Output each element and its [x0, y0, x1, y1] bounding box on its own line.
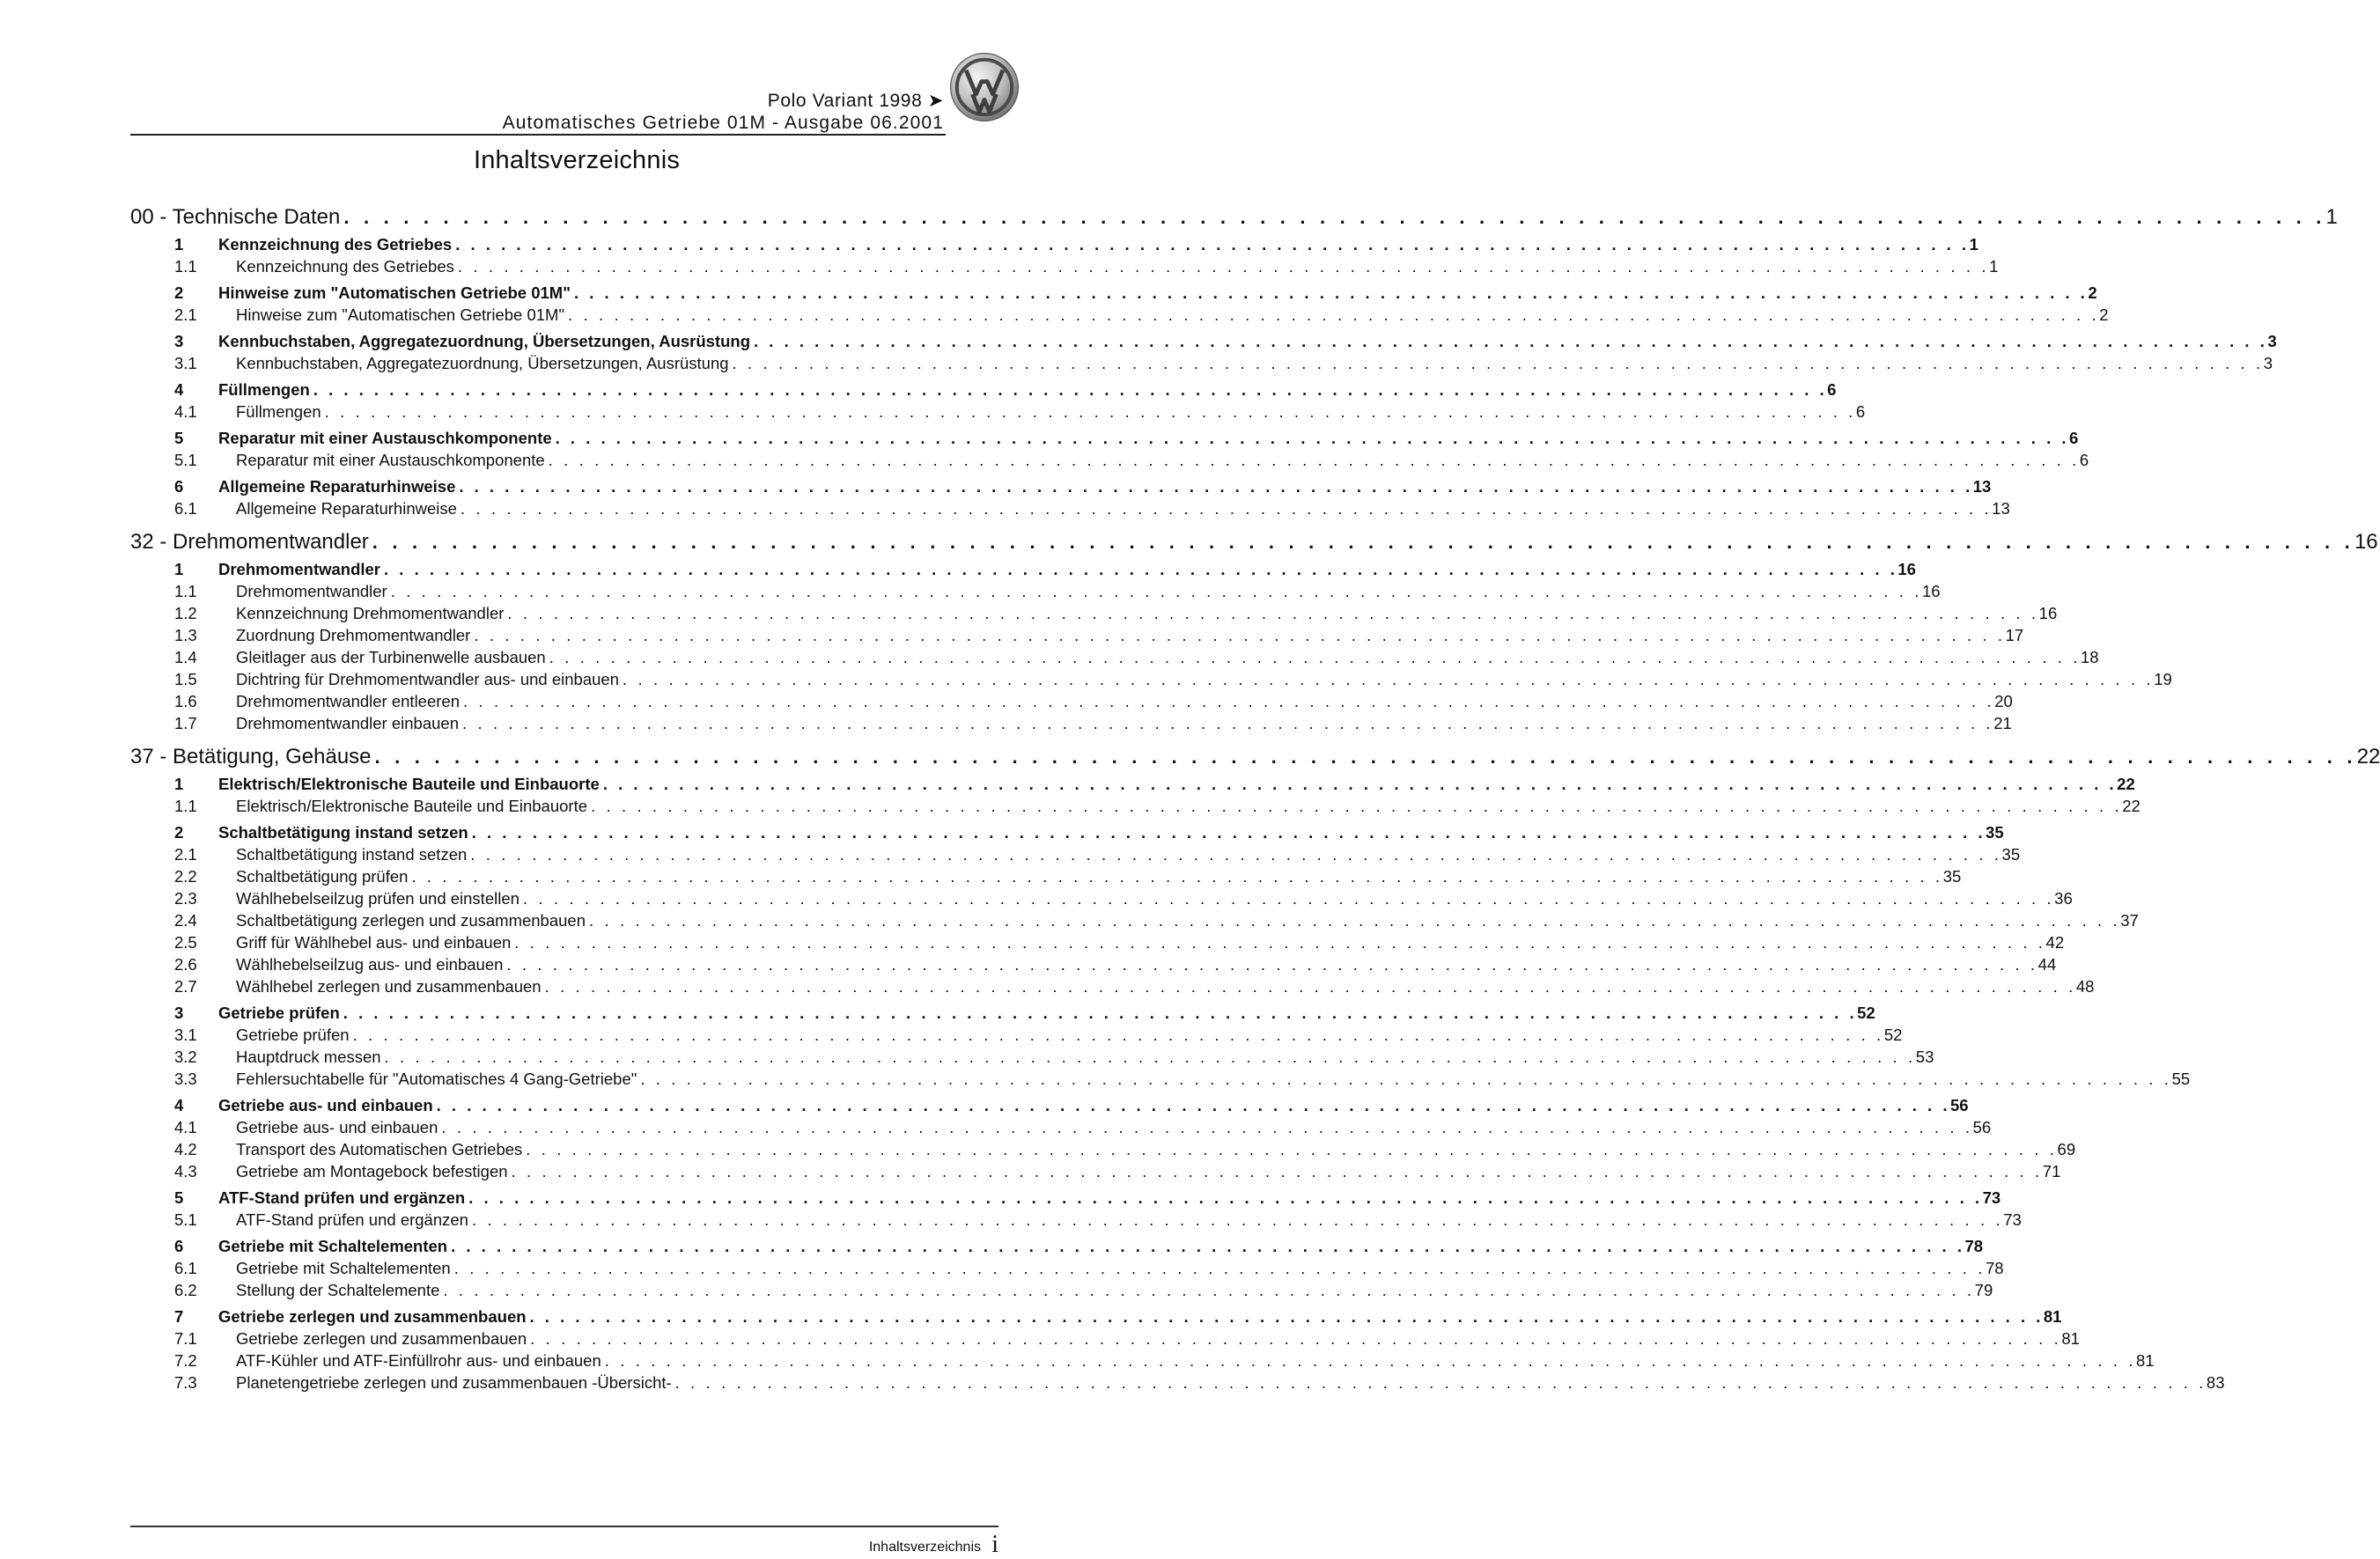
toc-leader-dots: . . . . . . . . . . . . . . . . . . . . . . . . . . . . . . . . . . . . . . . . . . . . . . . . . . . . . . . . . . . . . . . . . . . . . . . . . . . . . . . . . . . . . . . . . . . . . . . . . . . . — [548, 451, 2080, 469]
toc-page-number: 81 — [2061, 1329, 2080, 1348]
toc-title: Kennbuchstaben, Aggregatezuordnung, Übersetzungen, Ausrüstung — [218, 332, 751, 350]
toc-leader-dots: . . . . . . . . . . . . . . . . . . . . . . . . . . . . . . . . . . . . . . . . . . . . . . . . . . . . . . . . . . . . . . . . . . . . . . . . . . . . . . . . . . . . . . . . . . . . . . . . . . . . — [471, 1210, 2004, 1229]
toc-title: Wählhebelseilzug aus- und einbauen — [236, 955, 504, 974]
toc-subsection-link[interactable] — [130, 1140, 2076, 1162]
toc-title: Kennzeichnung des Getriebes — [218, 235, 453, 254]
toc-number: 3.2 — [174, 1048, 197, 1066]
toc-leader-dots: . . . . . . . . . . . . . . . . . . . . . . . . . . . . . . . . . . . . . . . . . . . . . . . . . . . . . . . . . . . . . . . . . . . . . . . . . . . . . . . . . . . . . . . . . . . . . . . . . . . . — [589, 911, 2121, 930]
toc-section-link[interactable] — [130, 429, 2079, 451]
toc-leader-dots: . . . . . . . . . . . . . . . . . . . . . . . . . . . . . . . . . . . . . . . . . . . . . . . . . . . . . . . . . . . . . . . . . . . . . . . . . . . . . . . . . . . . . . . . . . . . . . . . . . . . — [443, 1281, 1975, 1299]
toc-title: Getriebe zerlegen und zusammenbauen — [236, 1329, 527, 1348]
table-of-contents — [130, 205, 2380, 1395]
toc-number: 5.1 — [174, 451, 197, 469]
toc-page-number: 16 — [1897, 560, 1916, 578]
toc-subsection-link[interactable] — [130, 889, 2073, 911]
toc-page-number: 78 — [1964, 1237, 1984, 1255]
toc-title: Schaltbetätigung instand setzen — [236, 845, 468, 864]
toc-number: 1 — [174, 235, 184, 254]
toc-leader-dots: . . . . . . . . . . . . . . . . . . . . . . . . . . . . . . . . . . . . . . . . . . . . . . . . . . . . . . . . . . . . . . . . . . . . . . . . . . . . . . . . . . . . . . . . . . . . . . . . . . . . — [436, 1096, 1950, 1114]
toc-title: Getriebe aus- und einbauen — [218, 1096, 433, 1114]
toc-subsection-link[interactable] — [130, 797, 2141, 819]
toc-leader-dots: . . . . . . . . . . . . . . . . . . . . . . . . . . . . . . . . . . . . . . . . . . . . . . . . . . . . . . . . . . . . . . . . . . . . . . . . . . . . . . . . . . . . . . . . . . . . . . . . . . . . — [313, 380, 1828, 399]
toc-number: 2.5 — [174, 933, 197, 952]
toc-title: Getriebe zerlegen und zusammenbauen — [218, 1307, 527, 1326]
toc-number: 4.1 — [174, 1118, 197, 1136]
toc-section-link[interactable] — [130, 332, 2277, 354]
toc-page-number: 3 — [2263, 354, 2273, 372]
toc-leader-dots: . . . . . . . . . . . . . . . . . . . . . . . . . . . . . . . . . . . . . . . . . . . . . . . . . . . . . . . . . . . . . . . . . . . . . . . . . . . . . . . . . . . . . . . . . . . . . . . . . . . . — [526, 1140, 2058, 1158]
toc-leader-dots: . . . . . . . . . . . . . . . . . . . . . . . . . . . . . . . . . . . . . . . . . . . . . . . . . . . . . . . . . . . . . . . . . . . . . . . . . . . . . . . . . . . . . . . . . . . . . . . . . . . . — [455, 235, 1970, 254]
toc-page-number: 37 — [2120, 911, 2139, 930]
toc-subsection-link[interactable] — [130, 670, 2172, 692]
toc-subsection-link[interactable] — [130, 714, 2012, 736]
toc-subsection-link[interactable] — [130, 305, 2109, 327]
toc-subsection-link[interactable] — [130, 354, 2273, 376]
toc-leader-dots: . . . . . . . . . . . . . . . . . . . . . . . . . . . . . . . . . . . . . . . . . . . . . . . . . . . . . . . . . . . . . . . . . . . . . . . . . . . . . . . . . . . . . . . . . . . . . . . . . . . . — [343, 206, 2326, 228]
toc-subsection-link[interactable] — [130, 867, 1962, 889]
toc-page-number: 52 — [1883, 1026, 1903, 1044]
toc-title: Kennbuchstaben, Aggregatezuordnung, Übersetzungen, Ausrüstung — [236, 354, 729, 372]
toc-chapter — [130, 205, 2338, 521]
toc-title: Elektrisch/Elektronische Bauteile und Einbauorte — [236, 797, 588, 815]
toc-page-number: 19 — [2154, 670, 2172, 688]
footer-label: Inhaltsverzeichnis — [868, 1540, 981, 1555]
toc-title: Getriebe mit Schaltelementen — [236, 1259, 451, 1277]
toc-leader-dots: . . . . . . . . . . . . . . . . . . . . . . . . . . . . . . . . . . . . . . . . . . . . . . . . . . . . . . . . . . . . . . . . . . . . . . . . . . . . . . . . . . . . . . . . . . . . . . . . . . . . — [530, 1329, 2062, 1348]
toc-section-link[interactable] — [130, 380, 1837, 402]
toc-page-number: 48 — [2075, 977, 2095, 996]
toc-subsection-link[interactable] — [130, 582, 1941, 604]
toc-subsection-link[interactable] — [130, 933, 2065, 955]
toc-title: Kennzeichnung des Getriebes — [236, 257, 454, 276]
toc-leader-dots: . . . . . . . . . . . . . . . . . . . . . . . . . . . . . . . . . . . . . . . . . . . . . . . . . . . . . . . . . . . . . . . . . . . . . . . . . . . . . . . . . . . . . . . . . . . . . . . . . . . . — [522, 889, 2055, 908]
toc-leader-dots: . . . . . . . . . . . . . . . . . . . . . . . . . . . . . . . . . . . . . . . . . . . . . . . . . . . . . . . . . . . . . . . . . . . . . . . . . . . . . . . . . . . . . . . . . . . . . . . . . . . . — [441, 1118, 1973, 1136]
toc-leader-dots: . . . . . . . . . . . . . . . . . . . . . . . . . . . . . . . . . . . . . . . . . . . . . . . . . . . . . . . . . . . . . . . . . . . . . . . . . . . . . . . . . . . . . . . . . . . . . . . . . . . . — [507, 604, 2039, 622]
toc-number: 2.3 — [174, 889, 197, 908]
toc-subsection-link[interactable] — [130, 1048, 1934, 1070]
toc-section-link[interactable] — [130, 775, 2135, 797]
toc-number: 6 — [174, 1237, 184, 1255]
toc-page-number: 73 — [1982, 1188, 2001, 1207]
toc-title: Wählhebelseilzug prüfen und einstellen — [236, 889, 519, 908]
toc-subsection-link[interactable] — [130, 1281, 1993, 1303]
toc-page-number: 1 — [1969, 235, 1978, 254]
toc-number: 3 — [174, 1004, 184, 1022]
toc-leader-dots: . . . . . . . . . . . . . . . . . . . . . . . . . . . . . . . . . . . . . . . . . . . . . . . . . . . . . . . . . . . . . . . . . . . . . . . . . . . . . . . . . . . . . . . . . . . . . . . . . . . . — [732, 354, 2264, 372]
toc-subsection-link[interactable] — [130, 1329, 2080, 1351]
toc-subsection-link[interactable] — [130, 1210, 2022, 1232]
toc-subsection-link[interactable] — [130, 499, 2010, 521]
toc-number: 1.6 — [174, 692, 197, 710]
toc-leader-dots: . . . . . . . . . . . . . . . . . . . . . . . . . . . . . . . . . . . . . . . . . . . . . . . . . . . . . . . . . . . . . . . . . . . . . . . . . . . . . . . . . . . . . . . . . . . . . . . . . . . . — [384, 1048, 1916, 1066]
toc-leader-dots: . . . . . . . . . . . . . . . . . . . . . . . . . . . . . . . . . . . . . . . . . . . . . . . . . . . . . . . . . . . . . . . . . . . . . . . . . . . . . . . . . . . . . . . . . . . . . . . . . . . . — [459, 477, 1973, 496]
toc-number: 2.7 — [174, 977, 197, 996]
toc-chapter — [130, 530, 2378, 736]
toc-leader-dots: . . . . . . . . . . . . . . . . . . . . . . . . . . . . . . . . . . . . . . . . . . . . . . . . . . . . . . . . . . . . . . . . . . . . . . . . . . . . . . . . . . . . . . . . . . . . . . . . . . . . — [674, 1373, 2207, 1392]
toc-page-number: 13 — [1992, 499, 2010, 518]
toc-subsection-link[interactable] — [130, 845, 2021, 867]
toc-leader-dots: . . . . . . . . . . . . . . . . . . . . . . . . . . . . . . . . . . . . . . . . . . . . . . . . . . . . . . . . . . . . . . . . . . . . . . . . . . . . . . . . . . . . . . . . . . . . . . . . . . . . — [602, 775, 2118, 793]
toc-page-number: 53 — [1915, 1048, 1934, 1066]
toc-title: Elektrisch/Elektronische Bauteile und Einbauorte — [218, 775, 600, 793]
toc-number: 1.3 — [174, 626, 197, 644]
toc-number: 2.4 — [174, 911, 197, 930]
toc-subsection-link[interactable] — [130, 1118, 1992, 1140]
toc-title: Getriebe prüfen — [236, 1026, 350, 1044]
toc-subsection-link[interactable] — [130, 955, 2057, 977]
toc-subsection-link[interactable] — [130, 1351, 2155, 1373]
toc-title: Hauptdruck messen — [236, 1048, 381, 1066]
toc-title: Allgemeine Reparaturhinweise — [218, 477, 456, 496]
toc-number: 4.1 — [174, 402, 197, 421]
toc-chapter — [130, 745, 2380, 1395]
toc-leader-dots: . . . . . . . . . . . . . . . . . . . . . . . . . . . . . . . . . . . . . . . . . . . . . . . . . . . . . . . . . . . . . . . . . . . . . . . . . . . . . . . . . . . . . . . . . . . . . . . . . . . . — [549, 648, 2081, 666]
toc-number: 1 — [174, 775, 184, 793]
toc-number: 1.5 — [174, 670, 197, 688]
toc-title: Schaltbetätigung zerlegen und zusammenbauen — [236, 911, 586, 930]
header-edition: Automatisches Getriebe 01M - Ausgabe 06.2001 — [502, 113, 944, 133]
toc-leader-dots: . . . . . . . . . . . . . . . . . . . . . . . . . . . . . . . . . . . . . . . . . . . . . . . . . . . . . . . . . . . . . . . . . . . . . . . . . . . . . . . . . . . . . . . . . . . . . . . . . . . . — [529, 1307, 2044, 1326]
toc-subsection-link[interactable] — [130, 1026, 1903, 1048]
footer-rule — [130, 1526, 998, 1527]
toc-number: 3.1 — [174, 1026, 197, 1044]
toc-page-number: 55 — [2171, 1070, 2191, 1088]
toc-section-link[interactable] — [130, 477, 1992, 499]
toc-leader-dots: . . . . . . . . . . . . . . . . . . . . . . . . . . . . . . . . . . . . . . . . . . . . . . . . . . . . . . . . . . . . . . . . . . . . . . . . . . . . . . . . . . . . . . . . . . . . . . . . . . . . — [623, 670, 2155, 688]
toc-number: 2 — [174, 283, 184, 302]
toc-section-link[interactable] — [130, 1237, 1984, 1259]
toc-subsection-link[interactable] — [130, 1259, 2004, 1281]
toc-leader-dots: . . . . . . . . . . . . . . . . . . . . . . . . . . . . . . . . . . . . . . . . . . . . . . . . . . . . . . . . . . . . . . . . . . . . . . . . . . . . . . . . . . . . . . . . . . . . . . . . . . . . — [470, 845, 2002, 864]
toc-number: 6 — [174, 477, 184, 496]
toc-section-link[interactable] — [130, 283, 2097, 305]
toc-title: Wählhebel zerlegen und zusammenbauen — [236, 977, 542, 996]
toc-page-number: 35 — [1942, 867, 1962, 886]
toc-title: Schaltbetätigung prüfen — [236, 867, 409, 886]
toc-leader-dots: . . . . . . . . . . . . . . . . . . . . . . . . . . . . . . . . . . . . . . . . . . . . . . . . . . . . . . . . . . . . . . . . . . . . . . . . . . . . . . . . . . . . . . . . . . . . . . . . . . . . — [573, 283, 2089, 302]
toc-page-number: 20 — [1994, 692, 2013, 710]
toc-number: 4 — [174, 380, 184, 399]
toc-section-link[interactable] — [130, 235, 1978, 257]
toc-number: 3 — [174, 332, 184, 350]
toc-leader-dots: . . . . . . . . . . . . . . . . . . . . . . . . . . . . . . . . . . . . . . . . . . . . . . . . . . . . . . . . . . . . . . . . . . . . . . . . . . . . . . . . . . . . . . . . . . . . . . . . . . . . — [384, 560, 1898, 578]
toc-number: 5 — [174, 429, 184, 447]
toc-subsection-link[interactable] — [130, 451, 2089, 473]
toc-number: 4.3 — [174, 1162, 197, 1180]
toc-subsection-link[interactable] — [130, 1373, 2225, 1395]
toc-page-number: 69 — [2057, 1140, 2076, 1158]
toc-page-number: 73 — [2003, 1210, 2022, 1229]
toc-leader-dots: . . . . . . . . . . . . . . . . . . . . . . . . . . . . . . . . . . . . . . . . . . . . . . . . . . . . . . . . . . . . . . . . . . . . . . . . . . . . . . . . . . . . . . . . . . . . . . . . . . . . — [471, 823, 1986, 842]
toc-title: ATF-Stand prüfen und ergänzen — [236, 1210, 468, 1229]
toc-number: 7.1 — [174, 1329, 197, 1348]
toc-leader-dots: . . . . . . . . . . . . . . . . . . . . . . . . . . . . . . . . . . . . . . . . . . . . . . . . . . . . . . . . . . . . . . . . . . . . . . . . . . . . . . . . . . . . . . . . . . . . . . . . . . . . — [544, 977, 2076, 996]
toc-page-number: 2 — [2099, 305, 2109, 324]
toc-number: 2.1 — [174, 845, 197, 864]
toc-leader-dots: . . . . . . . . . . . . . . . . . . . . . . . . . . . . . . . . . . . . . . . . . . . . . . . . . . . . . . . . . . . . . . . . . . . . . . . . . . . . . . . . . . . . . . . . . . . . . . . . . . . . — [468, 1188, 1983, 1207]
toc-leader-dots: . . . . . . . . . . . . . . . . . . . . . . . . . . . . . . . . . . . . . . . . . . . . . . . . . . . . . . . . . . . . . . . . . . . . . . . . . . . . . . . . . . . . . . . . . . . . . . . . . . . . — [604, 1351, 2137, 1370]
toc-number: 3.1 — [174, 354, 197, 372]
toc-leader-dots: . . . . . . . . . . . . . . . . . . . . . . . . . . . . . . . . . . . . . . . . . . . . . . . . . . . . . . . . . . . . . . . . . . . . . . . . . . . . . . . . . . . . . . . . . . . . . . . . . . . . — [514, 933, 2046, 952]
toc-page-number: 1 — [2325, 205, 2338, 229]
toc-page-number: 6 — [1827, 380, 1837, 399]
toc-subsection-link[interactable] — [130, 648, 2099, 670]
toc-title: ATF-Stand prüfen und ergänzen — [218, 1188, 466, 1207]
toc-number: 6.2 — [174, 1281, 197, 1299]
toc-page-number: 13 — [1972, 477, 1992, 496]
toc-page-number: 22 — [2117, 775, 2135, 793]
toc-leader-dots: . . . . . . . . . . . . . . . . . . . . . . . . . . . . . . . . . . . . . . . . . . . . . . . . . . . . . . . . . . . . . . . . . . . . . . . . . . . . . . . . . . . . . . . . . . . . . . . . . . . . — [461, 714, 1994, 732]
toc-page-number: 6 — [1855, 402, 1866, 421]
toc-title: Allgemeine Reparaturhinweise — [236, 499, 457, 518]
vw-logo-icon — [949, 51, 1020, 123]
toc-title: Schaltbetätigung instand setzen — [218, 823, 468, 842]
toc-number: 5.1 — [174, 1210, 197, 1229]
toc-leader-dots: . . . . . . . . . . . . . . . . . . . . . . . . . . . . . . . . . . . . . . . . . . . . . . . . . . . . . . . . . . . . . . . . . . . . . . . . . . . . . . . . . . . . . . . . . . . . . . . . . . . . — [511, 1162, 2043, 1180]
toc-section-link[interactable] — [130, 1004, 1875, 1026]
toc-leader-dots: . . . . . . . . . . . . . . . . . . . . . . . . . . . . . . . . . . . . . . . . . . . . . . . . . . . . . . . . . . . . . . . . . . . . . . . . . . . . . . . . . . . . . . . . . . . . . . . . . . . . — [591, 797, 2123, 815]
toc-page-number: 81 — [2043, 1307, 2062, 1326]
toc-title: Fehlersuchtabelle für "Automatisches 4 Gang-Getriebe" — [236, 1070, 637, 1088]
toc-number: 7.3 — [174, 1373, 197, 1392]
toc-title: Getriebe aus- und einbauen — [236, 1118, 438, 1136]
toc-leader-dots: . . . . . . . . . . . . . . . . . . . . . . . . . . . . . . . . . . . . . . . . . . . . . . . . . . . . . . . . . . . . . . . . . . . . . . . . . . . . . . . . . . . . . . . . . . . . . . . . . . . . — [754, 332, 2268, 350]
toc-page-number: 83 — [2206, 1373, 2225, 1392]
toc-title: 00 - Technische Daten — [130, 205, 341, 229]
toc-number: 2.2 — [174, 867, 197, 886]
toc-page-number: 52 — [1857, 1004, 1875, 1022]
toc-page-number: 21 — [1993, 714, 2012, 732]
toc-leader-dots: . . . . . . . . . . . . . . . . . . . . . . . . . . . . . . . . . . . . . . . . . . . . . . . . . . . . . . . . . . . . . . . . . . . . . . . . . . . . . . . . . . . . . . . . . . . . . . . . . . . . — [411, 867, 1943, 886]
toc-title: 37 - Betätigung, Gehäuse — [130, 745, 372, 768]
toc-page-number: 35 — [1986, 823, 2004, 842]
toc-title: Kennzeichnung Drehmomentwandler — [236, 604, 505, 622]
toc-chapter-link[interactable] — [130, 205, 2338, 235]
toc-title: 32 - Drehmomentwandler — [130, 530, 369, 554]
toc-leader-dots: . . . . . . . . . . . . . . . . . . . . . . . . . . . . . . . . . . . . . . . . . . . . . . . . . . . . . . . . . . . . . . . . . . . . . . . . . . . . . . . . . . . . . . . . . . . . . . . . . . . . — [451, 1237, 1965, 1255]
toc-number: 1.1 — [174, 797, 197, 815]
toc-title: Reparatur mit einer Austauschkomponente — [218, 429, 552, 447]
toc-title: Füllmengen — [236, 402, 321, 421]
toc-number: 4 — [174, 1096, 184, 1114]
toc-page-number: 16 — [2354, 530, 2378, 554]
toc-subsection-link[interactable] — [130, 257, 1999, 279]
toc-title: Griff für Wählhebel aus- und einbauen — [236, 933, 512, 952]
toc-page-number: 35 — [2001, 845, 2021, 864]
toc-title: Drehmomentwandler — [218, 560, 381, 578]
toc-title: Gleitlager aus der Turbinenwelle ausbauen — [236, 648, 546, 666]
toc-title: Drehmomentwandler entleeren — [236, 692, 460, 710]
toc-subsection-link[interactable] — [130, 911, 2139, 933]
toc-page-number: 6 — [2069, 429, 2079, 447]
toc-leader-dots: . . . . . . . . . . . . . . . . . . . . . . . . . . . . . . . . . . . . . . . . . . . . . . . . . . . . . . . . . . . . . . . . . . . . . . . . . . . . . . . . . . . . . . . . . . . . . . . . . . . . — [555, 429, 2069, 447]
toc-title: Transport des Automatischen Getriebes — [236, 1140, 523, 1158]
toc-number: 4.2 — [174, 1140, 197, 1158]
toc-title: Hinweise zum "Automatischen Getriebe 01M" — [218, 283, 571, 302]
toc-subsection-link[interactable] — [130, 1070, 2191, 1092]
toc-page-number: 22 — [2122, 797, 2141, 815]
toc-page-number: 16 — [2038, 604, 2058, 622]
toc-number: 1.1 — [174, 257, 197, 276]
toc-leader-dots: . . . . . . . . . . . . . . . . . . . . . . . . . . . . . . . . . . . . . . . . . . . . . . . . . . . . . . . . . . . . . . . . . . . . . . . . . . . . . . . . . . . . . . . . . . . . . . . . . . . . — [640, 1070, 2172, 1088]
toc-subsection-link[interactable] — [130, 626, 2024, 648]
toc-leader-dots: . . . . . . . . . . . . . . . . . . . . . . . . . . . . . . . . . . . . . . . . . . . . . . . . . . . . . . . . . . . . . . . . . . . . . . . . . . . . . . . . . . . . . . . . . . . . . . . . . . . . — [372, 531, 2354, 553]
toc-title: Füllmengen — [218, 380, 310, 399]
toc-page-number: 18 — [2080, 648, 2099, 666]
toc-title: Getriebe mit Schaltelementen — [218, 1237, 448, 1255]
toc-leader-dots: . . . . . . . . . . . . . . . . . . . . . . . . . . . . . . . . . . . . . . . . . . . . . . . . . . . . . . . . . . . . . . . . . . . . . . . . . . . . . . . . . . . . . . . . . . . . . . . . . . . . — [568, 305, 2100, 324]
toc-leader-dots: . . . . . . . . . . . . . . . . . . . . . . . . . . . . . . . . . . . . . . . . . . . . . . . . . . . . . . . . . . . . . . . . . . . . . . . . . . . . . . . . . . . . . . . . . . . . . . . . . . . . — [343, 1004, 1858, 1022]
toc-page-number: 16 — [1921, 582, 1941, 600]
toc-title: Stellung der Schaltelemente — [236, 1281, 440, 1299]
toc-title: Drehmomentwandler — [236, 582, 387, 600]
toc-subsection-link[interactable] — [130, 977, 2095, 999]
toc-page-number: 56 — [1972, 1118, 1992, 1136]
toc-number: 6.1 — [174, 1259, 197, 1277]
toc-page-number: 56 — [1949, 1096, 1969, 1114]
toc-page-number: 71 — [2042, 1162, 2061, 1180]
toc-number: 7 — [174, 1307, 184, 1326]
toc-section-link[interactable] — [130, 1096, 1969, 1118]
toc-leader-dots: . . . . . . . . . . . . . . . . . . . . . . . . . . . . . . . . . . . . . . . . . . . . . . . . . . . . . . . . . . . . . . . . . . . . . . . . . . . . . . . . . . . . . . . . . . . . . . . . . . . . — [460, 499, 1993, 518]
toc-leader-dots: . . . . . . . . . . . . . . . . . . . . . . . . . . . . . . . . . . . . . . . . . . . . . . . . . . . . . . . . . . . . . . . . . . . . . . . . . . . . . . . . . . . . . . . . . . . . . . . . . . . . — [457, 257, 1990, 276]
toc-leader-dots: . . . . . . . . . . . . . . . . . . . . . . . . . . . . . . . . . . . . . . . . . . . . . . . . . . . . . . . . . . . . . . . . . . . . . . . . . . . . . . . . . . . . . . . . . . . . . . . . . . . . — [390, 582, 1922, 600]
toc-subsection-link[interactable] — [130, 1162, 2061, 1184]
toc-leader-dots: . . . . . . . . . . . . . . . . . . . . . . . . . . . . . . . . . . . . . . . . . . . . . . . . . . . . . . . . . . . . . . . . . . . . . . . . . . . . . . . . . . . . . . . . . . . . . . . . . . . . — [463, 692, 1995, 710]
toc-number: 6.1 — [174, 499, 197, 518]
toc-title: Zuordnung Drehmomentwandler — [236, 626, 471, 644]
toc-page-number: 3 — [2267, 332, 2277, 350]
toc-number: 3.3 — [174, 1070, 197, 1088]
toc-number: 1.2 — [174, 604, 197, 622]
toc-number: 2 — [174, 823, 184, 842]
toc-leader-dots: . . . . . . . . . . . . . . . . . . . . . . . . . . . . . . . . . . . . . . . . . . . . . . . . . . . . . . . . . . . . . . . . . . . . . . . . . . . . . . . . . . . . . . . . . . . . . . . . . . . . — [506, 955, 2038, 974]
toc-number: 1.4 — [174, 648, 197, 666]
toc-leader-dots: . . . . . . . . . . . . . . . . . . . . . . . . . . . . . . . . . . . . . . . . . . . . . . . . . . . . . . . . . . . . . . . . . . . . . . . . . . . . . . . . . . . . . . . . . . . . . . . . . . . . — [374, 746, 2357, 768]
toc-page-number: 22 — [2356, 745, 2380, 768]
header-model: Polo Variant 1998 ➤ — [767, 91, 944, 111]
toc-page-number: 42 — [2045, 933, 2065, 952]
toc-leader-dots: . . . . . . . . . . . . . . . . . . . . . . . . . . . . . . . . . . . . . . . . . . . . . . . . . . . . . . . . . . . . . . . . . . . . . . . . . . . . . . . . . . . . . . . . . . . . . . . . . . . . — [324, 402, 1856, 421]
toc-page-number: 6 — [2079, 451, 2089, 469]
toc-title: Hinweise zum "Automatischen Getriebe 01M" — [236, 305, 565, 324]
toc-title: Planetengetriebe zerlegen und zusammenbauen -Übersicht- — [236, 1373, 672, 1392]
toc-section-link[interactable] — [130, 1188, 2001, 1210]
toc-number: 5 — [174, 1188, 184, 1207]
toc-page-number: 17 — [2005, 626, 2024, 644]
toc-title: Drehmomentwandler einbauen — [236, 714, 459, 732]
toc-leader-dots: . . . . . . . . . . . . . . . . . . . . . . . . . . . . . . . . . . . . . . . . . . . . . . . . . . . . . . . . . . . . . . . . . . . . . . . . . . . . . . . . . . . . . . . . . . . . . . . . . . . . — [453, 1259, 1986, 1277]
toc-number: 7.2 — [174, 1351, 197, 1370]
toc-number: 1 — [174, 560, 184, 578]
toc-page-number: 44 — [2037, 955, 2057, 974]
toc-number: 2.6 — [174, 955, 197, 974]
toc-leader-dots: . . . . . . . . . . . . . . . . . . . . . . . . . . . . . . . . . . . . . . . . . . . . . . . . . . . . . . . . . . . . . . . . . . . . . . . . . . . . . . . . . . . . . . . . . . . . . . . . . . . . — [352, 1026, 1884, 1044]
toc-page-number: 79 — [1974, 1281, 1993, 1299]
toc-number: 1.1 — [174, 582, 197, 600]
toc-section-link[interactable] — [130, 560, 1916, 582]
toc-page-number: 81 — [2136, 1351, 2155, 1370]
toc-title: ATF-Kühler und ATF-Einfüllrohr aus- und einbauen — [236, 1351, 601, 1370]
toc-subsection-link[interactable] — [130, 692, 2013, 714]
toc-section-link[interactable] — [130, 1307, 2062, 1329]
toc-subsection-link[interactable] — [130, 604, 2058, 626]
toc-chapter-link[interactable] — [130, 745, 2380, 775]
toc-title: Reparatur mit einer Austauschkomponente — [236, 451, 545, 469]
toc-title: Getriebe am Montagebock befestigen — [236, 1162, 508, 1180]
toc-page-number: 2 — [2088, 283, 2097, 302]
toc-title: Getriebe prüfen — [218, 1004, 340, 1022]
page-title: Inhaltsverzeichnis — [473, 146, 681, 174]
toc-section-link[interactable] — [130, 823, 2004, 845]
toc-page-number: 36 — [2054, 889, 2073, 908]
toc-leader-dots: . . . . . . . . . . . . . . . . . . . . . . . . . . . . . . . . . . . . . . . . . . . . . . . . . . . . . . . . . . . . . . . . . . . . . . . . . . . . . . . . . . . . . . . . . . . . . . . . . . . . — [474, 626, 2006, 644]
page-number: i — [991, 1531, 998, 1558]
toc-page-number: 78 — [1985, 1259, 2004, 1277]
toc-subsection-link[interactable] — [130, 402, 1866, 424]
toc-title: Dichtring für Drehmomentwandler aus- und einbauen — [236, 670, 619, 688]
toc-number: 1.7 — [174, 714, 197, 732]
header-rule — [130, 134, 946, 136]
toc-page-number: 1 — [1989, 257, 1999, 276]
toc-number: 2.1 — [174, 305, 197, 324]
toc-chapter-link[interactable] — [130, 530, 2378, 560]
